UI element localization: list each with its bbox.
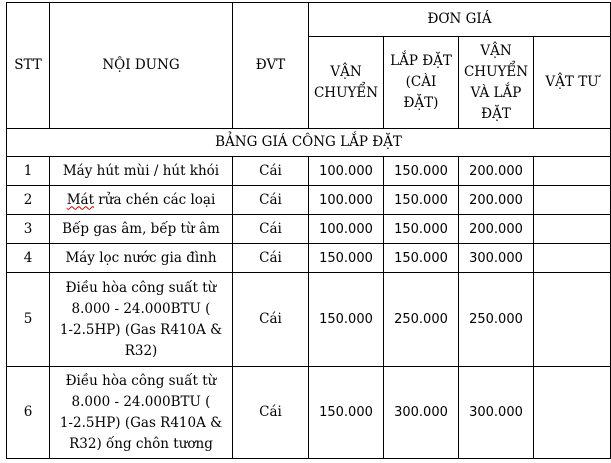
row-price-transport-install: 200.000 xyxy=(459,186,534,215)
table-row xyxy=(7,157,611,186)
row-material xyxy=(534,367,611,459)
header-vat-tu: VẬT TƯ xyxy=(534,37,611,129)
header-lap-dat-line1: LẮP ĐẶT xyxy=(390,53,452,69)
row-stt: 2 xyxy=(7,186,50,215)
row-price-transport: 100.000 xyxy=(309,186,384,215)
table-row xyxy=(7,367,611,459)
row-price-install: 150.000 xyxy=(384,157,459,186)
row-name xyxy=(50,367,233,459)
header-van-chuyen: VẬN CHUYỂN xyxy=(309,37,384,129)
row-name-misspelled-word: Mát xyxy=(66,191,94,208)
row-name-line3: 1-2.5HP) (Gas R410A & xyxy=(59,321,223,338)
row-stt: 6 xyxy=(7,367,50,459)
row-price-transport: 100.000 xyxy=(309,215,384,244)
table-row xyxy=(7,244,611,273)
header-vc-ld-line3: VÀ LẮP xyxy=(470,84,522,101)
installation-price-table xyxy=(6,2,611,459)
row-price-install: 150.000 xyxy=(384,186,459,215)
row-name xyxy=(50,273,233,367)
section-row xyxy=(7,129,611,157)
row-stt: 1 xyxy=(7,157,50,186)
row-material xyxy=(534,186,611,215)
row-price-transport-install: 200.000 xyxy=(459,157,534,186)
header-vc-ld-line1: VẬN xyxy=(480,42,512,59)
row-price-install: 150.000 xyxy=(384,244,459,273)
row-stt: 5 xyxy=(7,273,50,367)
header-don-gia: ĐƠN GIÁ xyxy=(309,3,611,37)
row-material xyxy=(534,273,611,367)
header-stt: STT xyxy=(7,3,50,129)
row-unit: Cái xyxy=(233,273,309,367)
row-price-transport-install: 300.000 xyxy=(459,244,534,273)
row-name-line2: 8.000 - 24.000BTU ( xyxy=(71,393,211,410)
row-unit: Cái xyxy=(233,244,309,273)
header-row-1 xyxy=(7,3,611,37)
row-name-line2: 8.000 - 24.000BTU ( xyxy=(71,300,211,317)
row-unit: Cái xyxy=(233,215,309,244)
row-name-line1: Điều hòa công suất từ xyxy=(65,372,217,389)
row-price-transport: 100.000 xyxy=(309,157,384,186)
row-price-transport: 150.000 xyxy=(309,244,384,273)
row-price-install: 150.000 xyxy=(384,215,459,244)
row-name: Máy lọc nước gia đình xyxy=(50,244,233,273)
row-name-line3: 1-2.5HP) (Gas R410A & xyxy=(59,414,223,431)
section-title: BẢNG GIÁ CÔNG LẮP ĐẶT xyxy=(7,129,611,157)
row-stt: 4 xyxy=(7,244,50,273)
row-price-transport: 150.000 xyxy=(309,273,384,367)
row-price-transport: 150.000 xyxy=(309,367,384,459)
row-material xyxy=(534,215,611,244)
row-unit: Cái xyxy=(233,186,309,215)
table-row xyxy=(7,186,611,215)
header-vc-ld xyxy=(459,37,534,129)
row-price-transport-install: 300.000 xyxy=(459,367,534,459)
row-name-rest: rửa chén các loại xyxy=(94,191,216,208)
row-stt: 3 xyxy=(7,215,50,244)
row-price-install: 300.000 xyxy=(384,367,459,459)
row-price-transport-install: 250.000 xyxy=(459,273,534,367)
table-row xyxy=(7,215,611,244)
header-noi-dung: NỘI DUNG xyxy=(50,3,233,129)
row-unit: Cái xyxy=(233,157,309,186)
header-vc-ld-line2: CHUYỂN xyxy=(463,63,529,80)
table-row xyxy=(7,273,611,367)
row-name: Bếp gas âm, bếp từ âm xyxy=(50,215,233,244)
row-name-line1: Điều hòa công suất từ xyxy=(65,279,217,296)
header-lap-dat-line2: (CÀI xyxy=(405,74,437,90)
header-lap-dat-line3: ĐẶT) xyxy=(403,95,439,111)
row-name-line4: R32) ống chôn tương xyxy=(69,435,213,452)
row-price-transport-install: 200.000 xyxy=(459,215,534,244)
header-lap-dat xyxy=(384,37,459,129)
row-price-install: 250.000 xyxy=(384,273,459,367)
row-name xyxy=(50,186,233,215)
row-name: Máy hút mùi / hút khói xyxy=(50,157,233,186)
header-vc-ld-line4: ĐẶT xyxy=(481,105,511,122)
row-material xyxy=(534,157,611,186)
header-dvt: ĐVT xyxy=(233,3,309,129)
row-name-line4: R32) xyxy=(124,342,158,359)
row-unit: Cái xyxy=(233,367,309,459)
row-material xyxy=(534,244,611,273)
